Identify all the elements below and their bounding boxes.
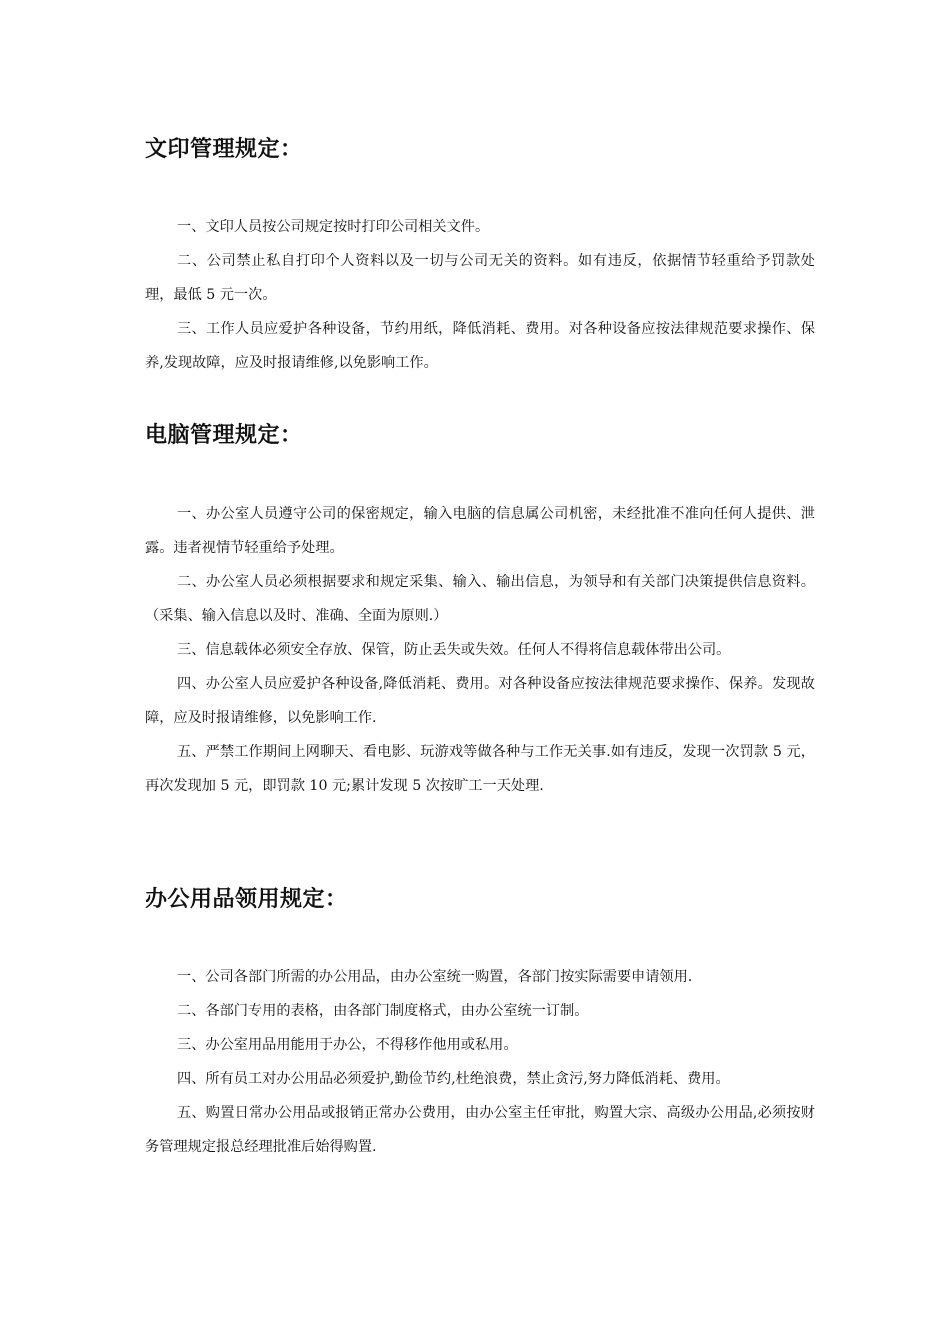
section-body [145, 210, 815, 380]
section-heading: 文印管理规定： [145, 137, 303, 162]
section-heading: 办公用品领用规定： [145, 887, 348, 912]
paragraph: 五、购置日常办公用品或报销正常办公费用，由办公室主任审批，购置大宗、高级办公用品,必须按财务管理规定报总经理批准后始得购置. [145, 1105, 815, 1155]
paragraph: 一、办公室人员遵守公司的保密规定，输入电脑的信息属公司机密，未经批准不准向任何人提供、泄露。违者视情节轻重给予处理。 [145, 506, 815, 556]
paragraph: 二、办公室人员必须根据要求和规定采集、输入、输出信息，为领导和有关部门决策提供信息资料。（采集、输入信息以及时、准确、全面为原则.） [145, 574, 815, 624]
paragraph: 五、严禁工作期间上网聊天、看电影、玩游戏等做各种与工作无关事.如有违反，发现一次罚款 5 元，再次发现加 5 元，即罚款 10 元;累计发现 5 次按旷工一天处理. [145, 744, 815, 794]
paragraph: 三、工作人员应爱护各种设备，节约用纸，降低消耗、费用。对各种设备应按法律规范要求操作、保养,发现故障，应及时报请维修,以免影响工作。 [145, 321, 815, 371]
section-printing-rules [145, 136, 815, 380]
paragraph: 四、办公室人员应爱护各种设备,降低消耗、费用。对各种设备应按法律规范要求操作、保养。发现故障，应及时报请维修，以免影响工作. [145, 676, 815, 726]
paragraph: 二、公司禁止私自打印个人资料以及一切与公司无关的资料。如有违反，依据情节轻重给予罚款处理，最低 5 元一次。 [145, 253, 815, 303]
paragraph: 三、信息载体必须安全存放、保管，防止丢失或失效。任何人不得将信息载体带出公司。 [177, 642, 731, 658]
section-heading: 电脑管理规定： [145, 423, 303, 448]
paragraph: 二、各部门专用的表格，由各部门制度格式，由办公室统一订制。 [177, 1003, 589, 1019]
paragraph: 一、文印人员按公司规定按时打印公司相关文件。 [177, 219, 490, 235]
paragraph: 三、办公室用品用能用于办公，不得移作他用或私用。 [177, 1037, 518, 1053]
paragraph: 一、公司各部门所需的办公用品，由办公室统一购置，各部门按实际需要申请领用. [177, 969, 693, 985]
section-office-supplies-rules [145, 886, 815, 1164]
section-body [145, 497, 815, 803]
section-computer-rules [145, 422, 815, 803]
section-body [145, 960, 815, 1164]
paragraph: 四、所有员工对办公用品必须爱护,勤俭节约,杜绝浪费，禁止贪污,努力降低消耗、费用。 [177, 1071, 730, 1087]
